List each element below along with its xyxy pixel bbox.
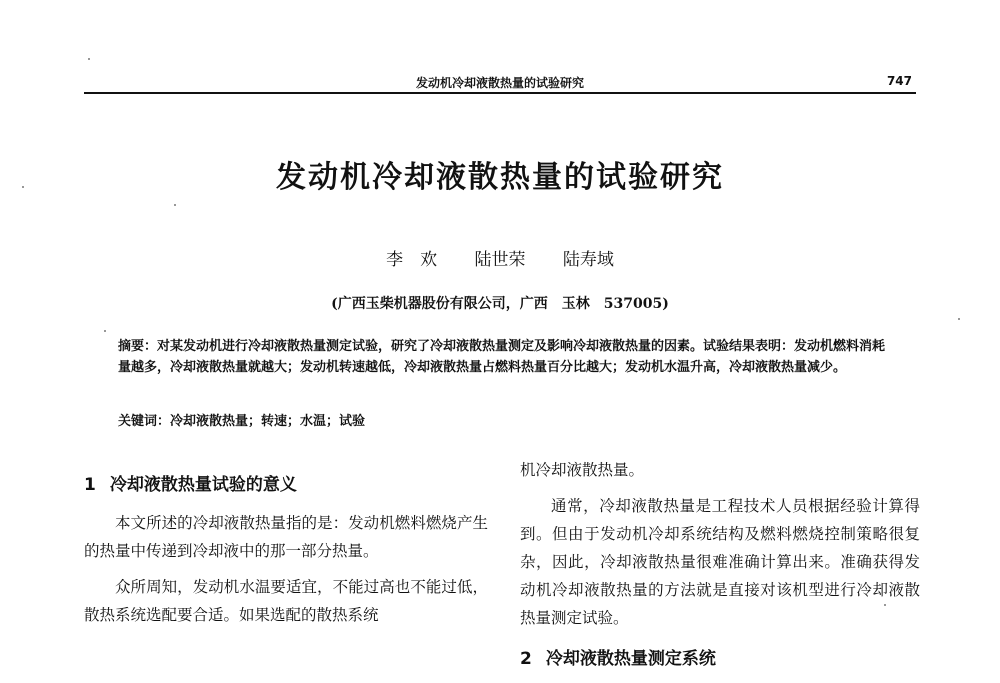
section-1-paragraph-2: 众所周知，发动机水温要适宜，不能过高也不能过低，散热系统选配要合适。如果选配的散热系统 bbox=[84, 578, 488, 624]
scan-speck bbox=[958, 318, 960, 320]
right-paragraph: 通常，冷却液散热量是工程技术人员根据经验计算得到。但由于发动机冷却系统结构及燃料燃烧控制策略很复杂，因此，冷却液散热量很难准确计算出来。准确获得发动机冷却液散热量的方法就是直接对该机型进行冷却液散热量测定试验。 bbox=[520, 497, 920, 627]
continuation-text: 机冷却液散热量。 bbox=[520, 461, 645, 479]
affiliation: (广西玉柴机器股份有限公司，广西 玉林 537005) bbox=[331, 296, 669, 312]
section-2-title: 冷却液散热量测定系统 bbox=[545, 649, 716, 669]
author-list bbox=[0, 245, 1000, 270]
section-1-number: 1 bbox=[84, 475, 96, 495]
abstract-text: 对某发动机进行冷却液散热量测定试验，研究了冷却液散热量测定及影响冷却液散热量的因素。试验结果表明：发动机燃料消耗量越多，冷却液散热量就越大；发动机转速越低，冷却液散热量占燃料热量百分比越大；发动机水温升高，冷却液散热量减少。 bbox=[118, 339, 886, 375]
abstract-label: 摘要： bbox=[118, 339, 158, 354]
section-2-heading bbox=[520, 644, 920, 669]
left-column bbox=[84, 470, 488, 637]
right-column bbox=[520, 456, 920, 683]
page-number: 747 bbox=[886, 74, 912, 88]
scan-speck bbox=[88, 58, 90, 60]
keywords-label: 关键词： bbox=[118, 414, 171, 429]
author-2: 陆世荣 bbox=[474, 250, 526, 270]
author-3: 陆寿域 bbox=[562, 250, 614, 270]
paper-title: 发动机冷却液散热量的试验研究 bbox=[276, 160, 724, 195]
running-title: 发动机冷却液散热量的试验研究 bbox=[415, 76, 584, 90]
section-1-paragraph-1: 本文所述的冷却液散热量指的是：发动机燃料燃烧产生的热量中传递到冷却液中的那一部分热量。 bbox=[84, 514, 488, 560]
scan-speck bbox=[104, 330, 106, 332]
author-1: 李 欢 bbox=[386, 250, 438, 270]
section-1-title: 冷却液散热量试验的意义 bbox=[109, 475, 297, 495]
section-1-heading bbox=[84, 470, 488, 495]
keywords-text: 冷却液散热量；转速；水温；试验 bbox=[170, 414, 366, 429]
scan-speck bbox=[22, 186, 24, 188]
scan-speck bbox=[884, 604, 886, 606]
section-2-number: 2 bbox=[520, 649, 532, 669]
running-header bbox=[84, 74, 916, 94]
scan-speck bbox=[174, 204, 176, 206]
keywords bbox=[118, 410, 898, 429]
abstract bbox=[118, 336, 898, 378]
